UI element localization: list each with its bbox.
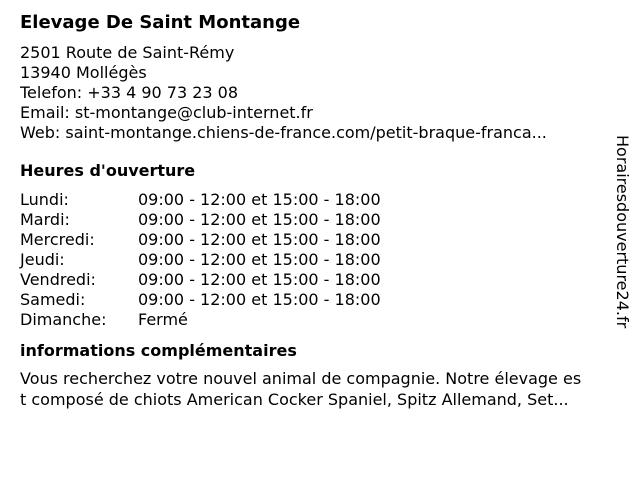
description-line: t composé de chiots American Cocker Spaniel, Spitz Allemand, Set... xyxy=(20,390,569,409)
opening-hours-list xyxy=(20,190,628,330)
hours-row-tuesday xyxy=(20,210,628,230)
hours-row-wednesday xyxy=(20,230,628,250)
time-value: 09:00 - 12:00 et 15:00 - 18:00 xyxy=(138,270,381,289)
web-line[interactable]: Web: saint-montange.chiens-de-france.com/petit-braque-franca... xyxy=(20,123,547,142)
day-label: Mardi: xyxy=(20,210,70,229)
city-address: 13940 Mollégès xyxy=(20,63,147,82)
hours-row-monday xyxy=(20,190,628,210)
contact-block xyxy=(20,43,628,143)
opening-hours-title: Heures d'ouverture xyxy=(20,161,196,180)
phone-line[interactable]: Telefon: +33 4 90 73 23 08 xyxy=(20,83,239,102)
time-value: 09:00 - 12:00 et 15:00 - 18:00 xyxy=(138,190,381,209)
description-line: Vous recherchez votre nouvel animal de compagnie. Notre élevage es xyxy=(20,369,582,388)
day-label: Lundi: xyxy=(20,190,69,209)
hours-row-saturday xyxy=(20,290,628,310)
day-label: Vendredi: xyxy=(20,270,96,289)
additional-info-title: informations complémentaires xyxy=(20,341,297,360)
day-label: Dimanche: xyxy=(20,310,107,329)
street-address: 2501 Route de Saint-Rémy xyxy=(20,43,235,62)
time-value: 09:00 - 12:00 et 15:00 - 18:00 xyxy=(138,290,381,309)
email-line[interactable]: Email: st-montange@club-internet.fr xyxy=(20,103,313,122)
hours-row-sunday xyxy=(20,310,628,330)
time-value: 09:00 - 12:00 et 15:00 - 18:00 xyxy=(138,230,381,249)
business-listing xyxy=(20,9,628,410)
hours-row-thursday xyxy=(20,250,628,270)
day-label: Jeudi: xyxy=(20,250,65,269)
time-value: Fermé xyxy=(138,310,188,329)
business-title: Elevage De Saint Montange xyxy=(20,12,301,33)
hours-row-friday xyxy=(20,270,628,290)
description-text xyxy=(20,368,628,410)
day-label: Samedi: xyxy=(20,290,86,309)
day-label: Mercredi: xyxy=(20,230,95,249)
site-watermark xyxy=(612,135,634,345)
time-value: 09:00 - 12:00 et 15:00 - 18:00 xyxy=(138,210,381,229)
time-value: 09:00 - 12:00 et 15:00 - 18:00 xyxy=(138,250,381,269)
site-watermark-text: Horairesdouverture24.fr xyxy=(613,135,632,329)
